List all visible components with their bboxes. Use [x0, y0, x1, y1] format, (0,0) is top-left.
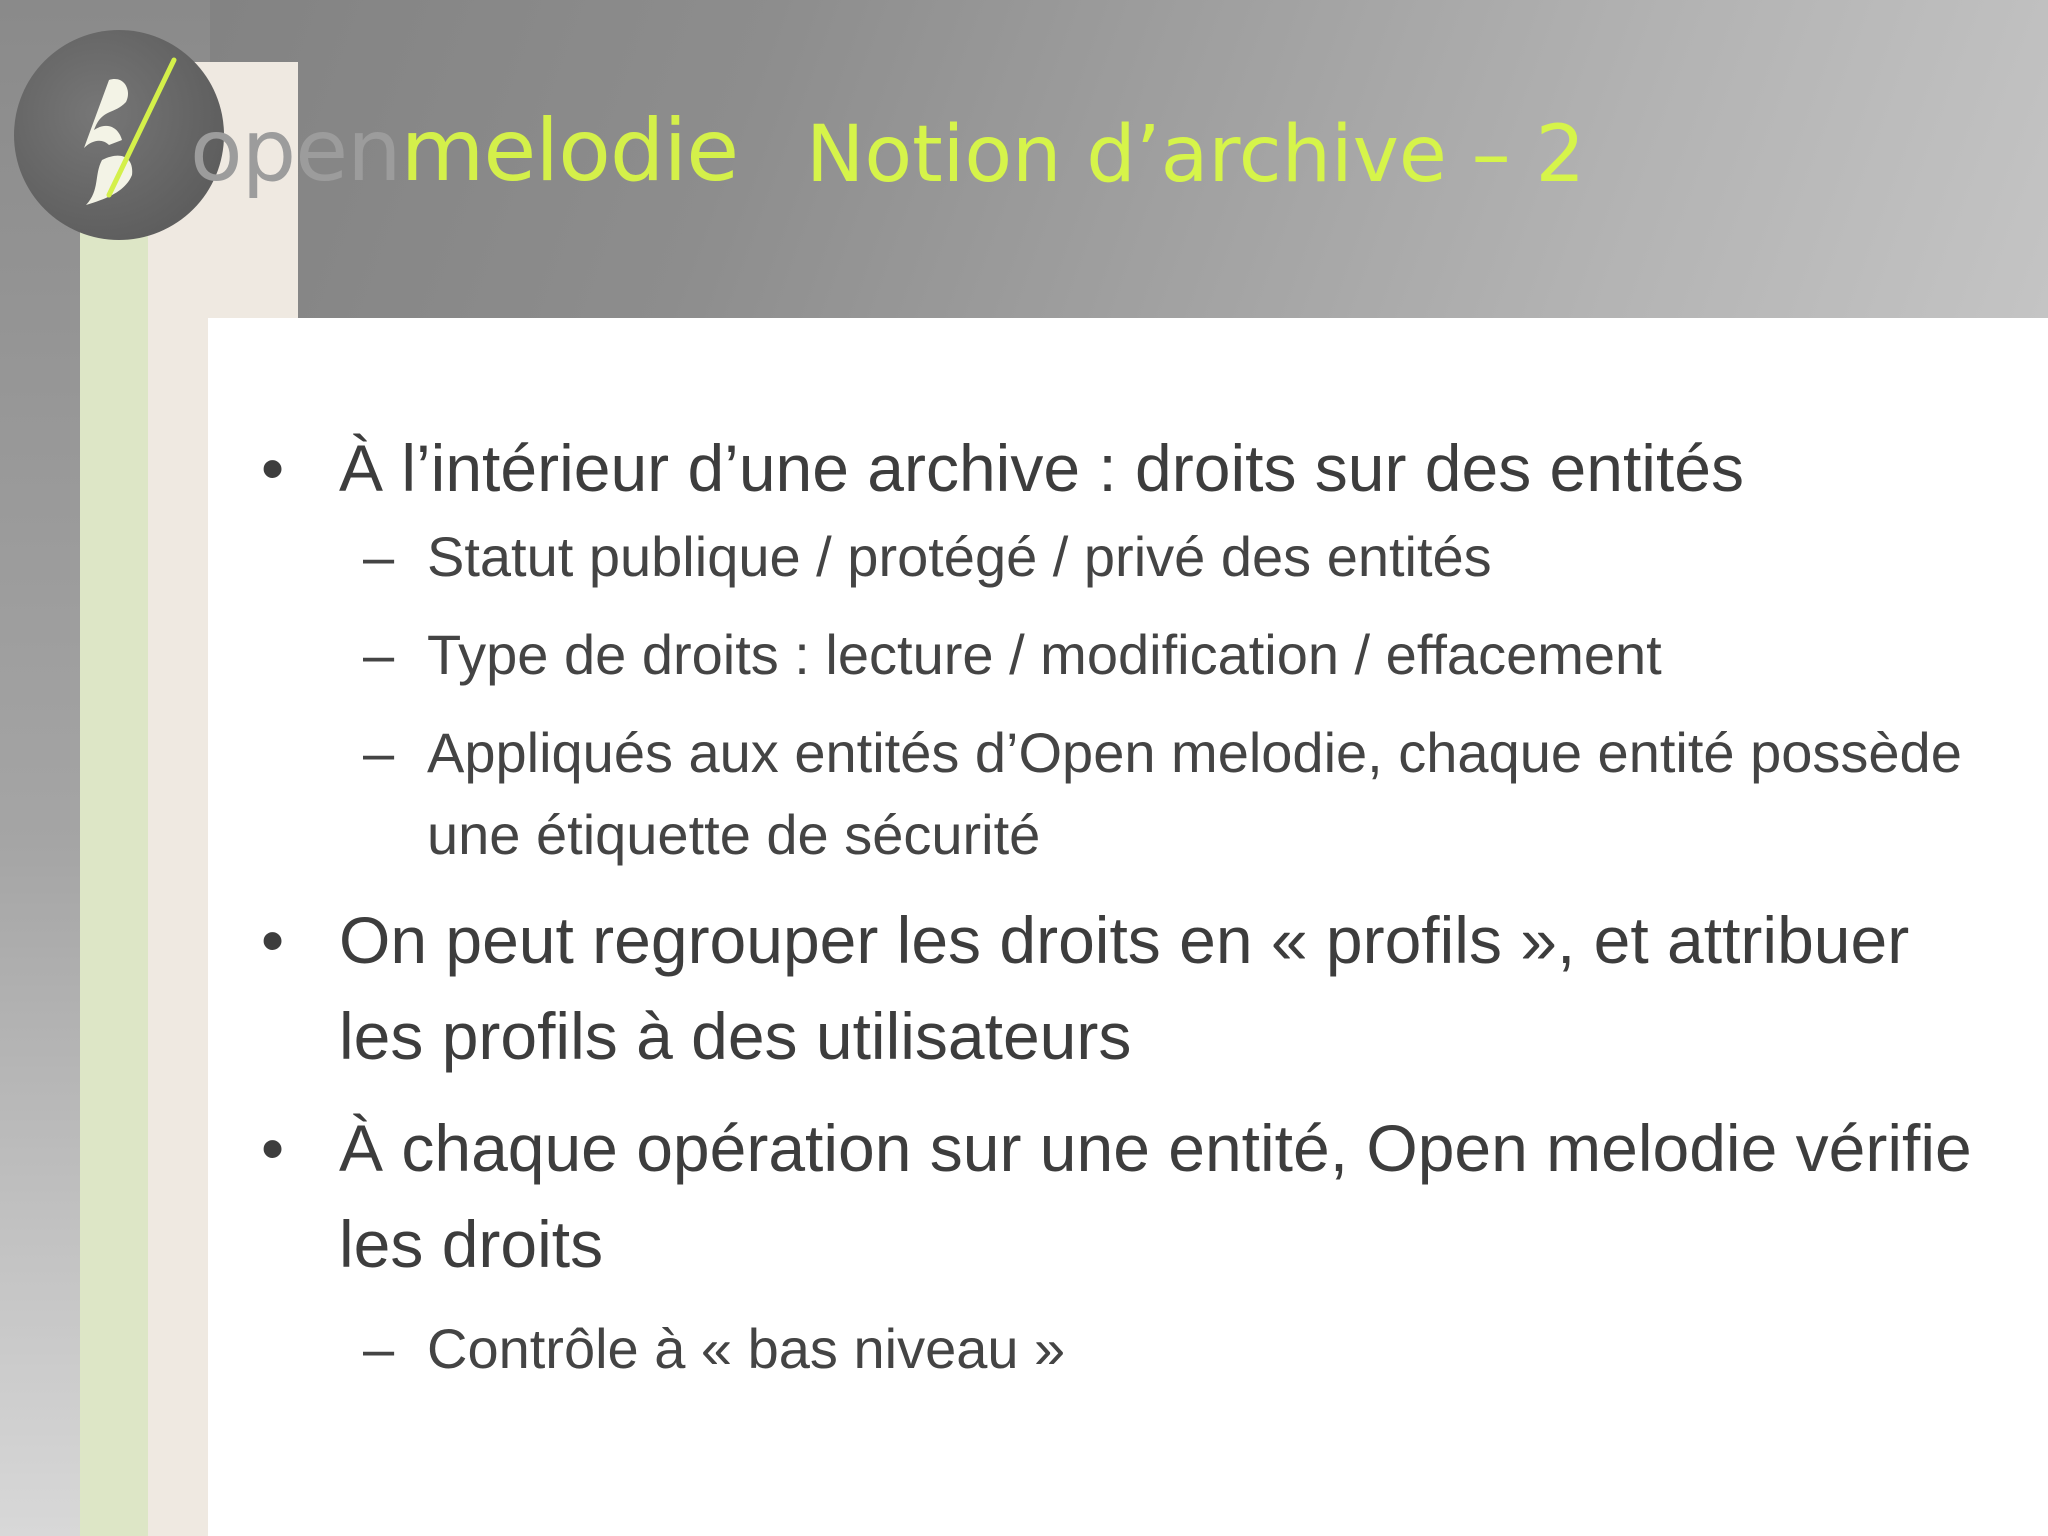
- sub-bullet-text: Type de droits : lecture / modification / effacement: [427, 623, 1662, 686]
- brand-open-text: open: [190, 101, 401, 201]
- sub-bullet-item: [255, 614, 1995, 696]
- bullet-item: [255, 1100, 1995, 1292]
- bullet-marker: •: [261, 431, 285, 505]
- sub-bullet-text: Contrôle à « bas niveau »: [427, 1317, 1066, 1380]
- bullet-text: À chaque opération sur une entité, Open melodie vérifie les droits: [339, 1111, 1972, 1281]
- bullet-item: [255, 420, 1995, 516]
- slide-title: Notion d’archive – 2: [806, 110, 1586, 200]
- sub-bullet-text: Statut publique / protégé / privé des entités: [427, 525, 1492, 588]
- bullet-item: [255, 892, 1995, 1084]
- sub-bullet-item: [255, 516, 1995, 598]
- dash-marker: –: [363, 525, 395, 588]
- sub-bullet-item: [255, 1308, 1995, 1390]
- bullet-list: [255, 420, 1995, 1390]
- dash-marker: –: [363, 623, 395, 686]
- brand-logotype: [190, 101, 739, 201]
- dash-marker: –: [363, 1317, 395, 1380]
- brand-melodie-text: melodie: [400, 101, 739, 201]
- bullet-text: On peut regrouper les droits en « profils », et attribuer les profils à des utilisateurs: [339, 903, 1910, 1073]
- bullet-text: À l’intérieur d’une archive : droits sur des entités: [339, 431, 1745, 505]
- bullet-marker: •: [261, 903, 285, 977]
- sub-bullet-text: Appliqués aux entités d’Open melodie, chaque entité possède une étiquette de sécurité: [427, 721, 1962, 866]
- sub-bullet-item: [255, 712, 1995, 876]
- dash-marker: –: [363, 721, 395, 784]
- bullet-marker: •: [261, 1111, 285, 1185]
